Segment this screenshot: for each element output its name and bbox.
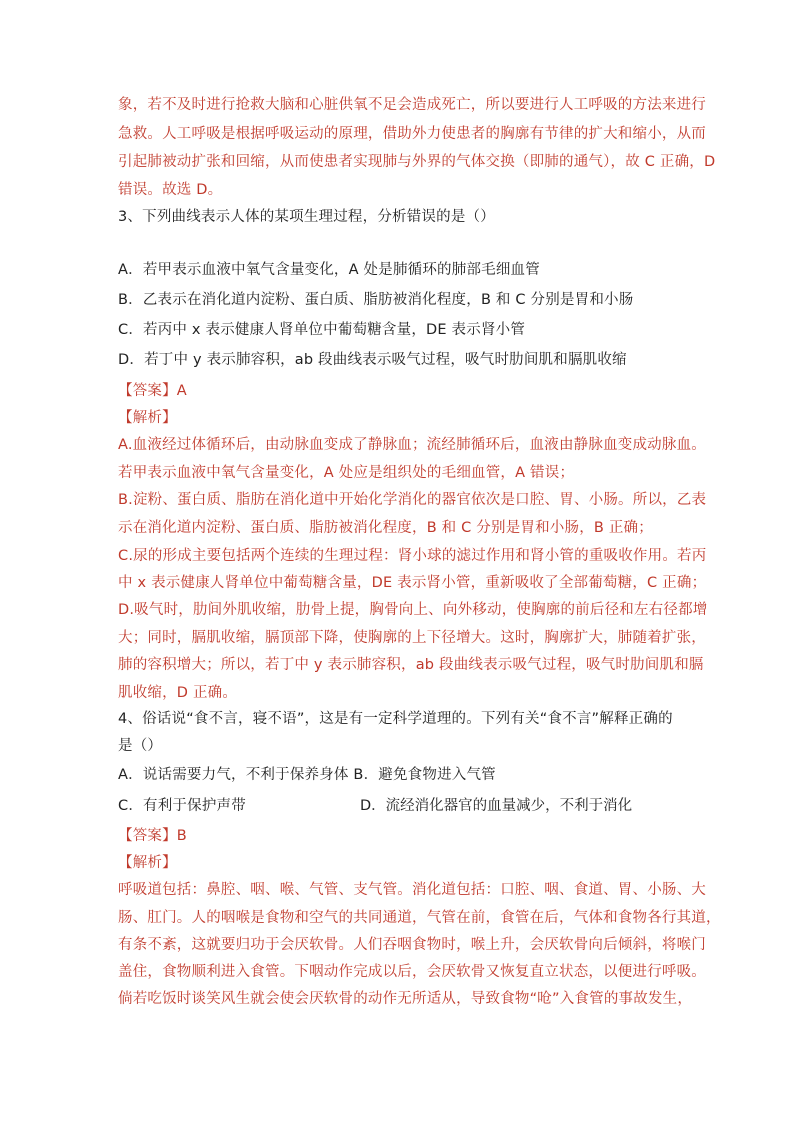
q4-options-ab: A．说话需要力气，不利于保养身体 B．避免食物进入气管 xyxy=(118,767,496,783)
q3-option-d: D．若丁中 y 表示肺容积，ab 段曲线表示吸气过程，吸气时肋间肌和膈肌收缩 xyxy=(118,352,627,368)
text-line: 倘若吃饭时谈笑风生就会使会厌软骨的动作无所适从，导致食物“呛”入食管的事故发生， xyxy=(118,991,693,1007)
text-line: B.淀粉、蛋白质、脂肪在消化道中开始化学消化的器官依次是口腔、胃、小肠。所以，乙表 xyxy=(118,492,707,508)
q3-answer: 【答案】A xyxy=(118,383,187,399)
text-line: 急救。人工呼吸是根据呼吸运动的原理，借助外力使患者的胸廓有节律的扩大和缩小，从而 xyxy=(118,126,706,142)
text-line: 呼吸道包括：鼻腔、咽、喉、气管、支气管。消化道包括：口腔、咽、食道、胃、小肠、大 xyxy=(118,882,706,898)
text-line: A.血液经过体循环后，由动脉血变成了静脉血；流经肺循环后，血液由静脉血变成动脉血。 xyxy=(118,437,706,453)
q4-option-d: D．流经消化器官的血量减少，不利于消化 xyxy=(360,798,633,814)
q4-answer: 【答案】B xyxy=(118,828,187,844)
text-line: C.尿的形成主要包括两个连续的生理过程：肾小球的滤过作用和肾小管的重吸收作用。若丙 xyxy=(118,548,707,564)
q3-option-a: A．若甲表示血液中氧气含量变化，A 处是肺循环的肺部毛细血管 xyxy=(118,262,540,278)
q3-option-c: C．若丙中 x 表示健康人肾单位中葡萄糖含量，DE 表示肾小管 xyxy=(118,322,526,338)
q3-option-b: B．乙表示在消化道内淀粉、蛋白质、脂肪被消化程度，B 和 C 分别是胃和小肠 xyxy=(118,292,634,308)
text-line: 大；同时，膈肌收缩，膈顶部下降，使胸廓的上下径增大。这时，胸廓扩大，肺随着扩张， xyxy=(118,630,706,646)
question-4-stem-cont: 是（） xyxy=(118,738,163,754)
text-line: 象，若不及时进行抢救大脑和心脏供氧不足会造成死亡，所以要进行人工呼吸的方法来进行 xyxy=(118,97,706,113)
text-line: D.吸气时，肋间外肌收缩，肋骨上提，胸骨向上、向外移动，使胸廓的前后径和左右径都增 xyxy=(118,602,708,618)
text-line: 错误。故选 D。 xyxy=(118,182,223,198)
q4-option-c: C．有利于保护声带 xyxy=(118,798,246,814)
text-line: 示在消化道内淀粉、蛋白质、脂肪被消化程度，B 和 C 分别是胃和小肠，B 正确； xyxy=(118,520,653,536)
question-3-stem: 3、下列曲线表示人体的某项生理过程，分析错误的是（） xyxy=(118,209,495,225)
text-line: 中 x 表示健康人肾单位中葡萄糖含量，DE 表示肾小管，重新吸收了全部葡萄糖，C 正确； xyxy=(118,575,707,591)
q3-analysis-heading: 【解析】 xyxy=(118,410,177,426)
question-4-stem: 4、俗话说“食不言，寝不语”，这是有一定科学道理的。下列有关“食不言”解释正确的 xyxy=(118,711,673,727)
text-line: 若甲表示血液中氧气含量变化，A 处应是组织处的毛细血管，A 错误； xyxy=(118,465,575,481)
q4-analysis-heading: 【解析】 xyxy=(118,855,177,871)
text-line: 有条不紊，这就要归功于会厌软骨。人们吞咽食物时，喉上升，会厌软骨向后倾斜，将喉门 xyxy=(118,937,706,953)
text-line: 肠、肛门。人的咽喉是食物和空气的共同通道，气管在前，食管在后，气体和食物各行其道， xyxy=(118,910,721,926)
text-line: 肌收缩，D 正确。 xyxy=(118,685,238,701)
text-line: 引起肺被动扩张和回缩，从而使患者实现肺与外界的气体交换（即肺的通气），故 C 正确，D xyxy=(118,154,716,170)
text-line: 肺的容积增大；所以，若丁中 y 表示肺容积，ab 段曲线表示吸气过程，吸气时肋间肌和膈 xyxy=(118,657,704,673)
text-line: 盖住，食物顺利进入食管。下咽动作完成以后，会厌软骨又恢复直立状态，以便进行呼吸。 xyxy=(118,964,706,980)
